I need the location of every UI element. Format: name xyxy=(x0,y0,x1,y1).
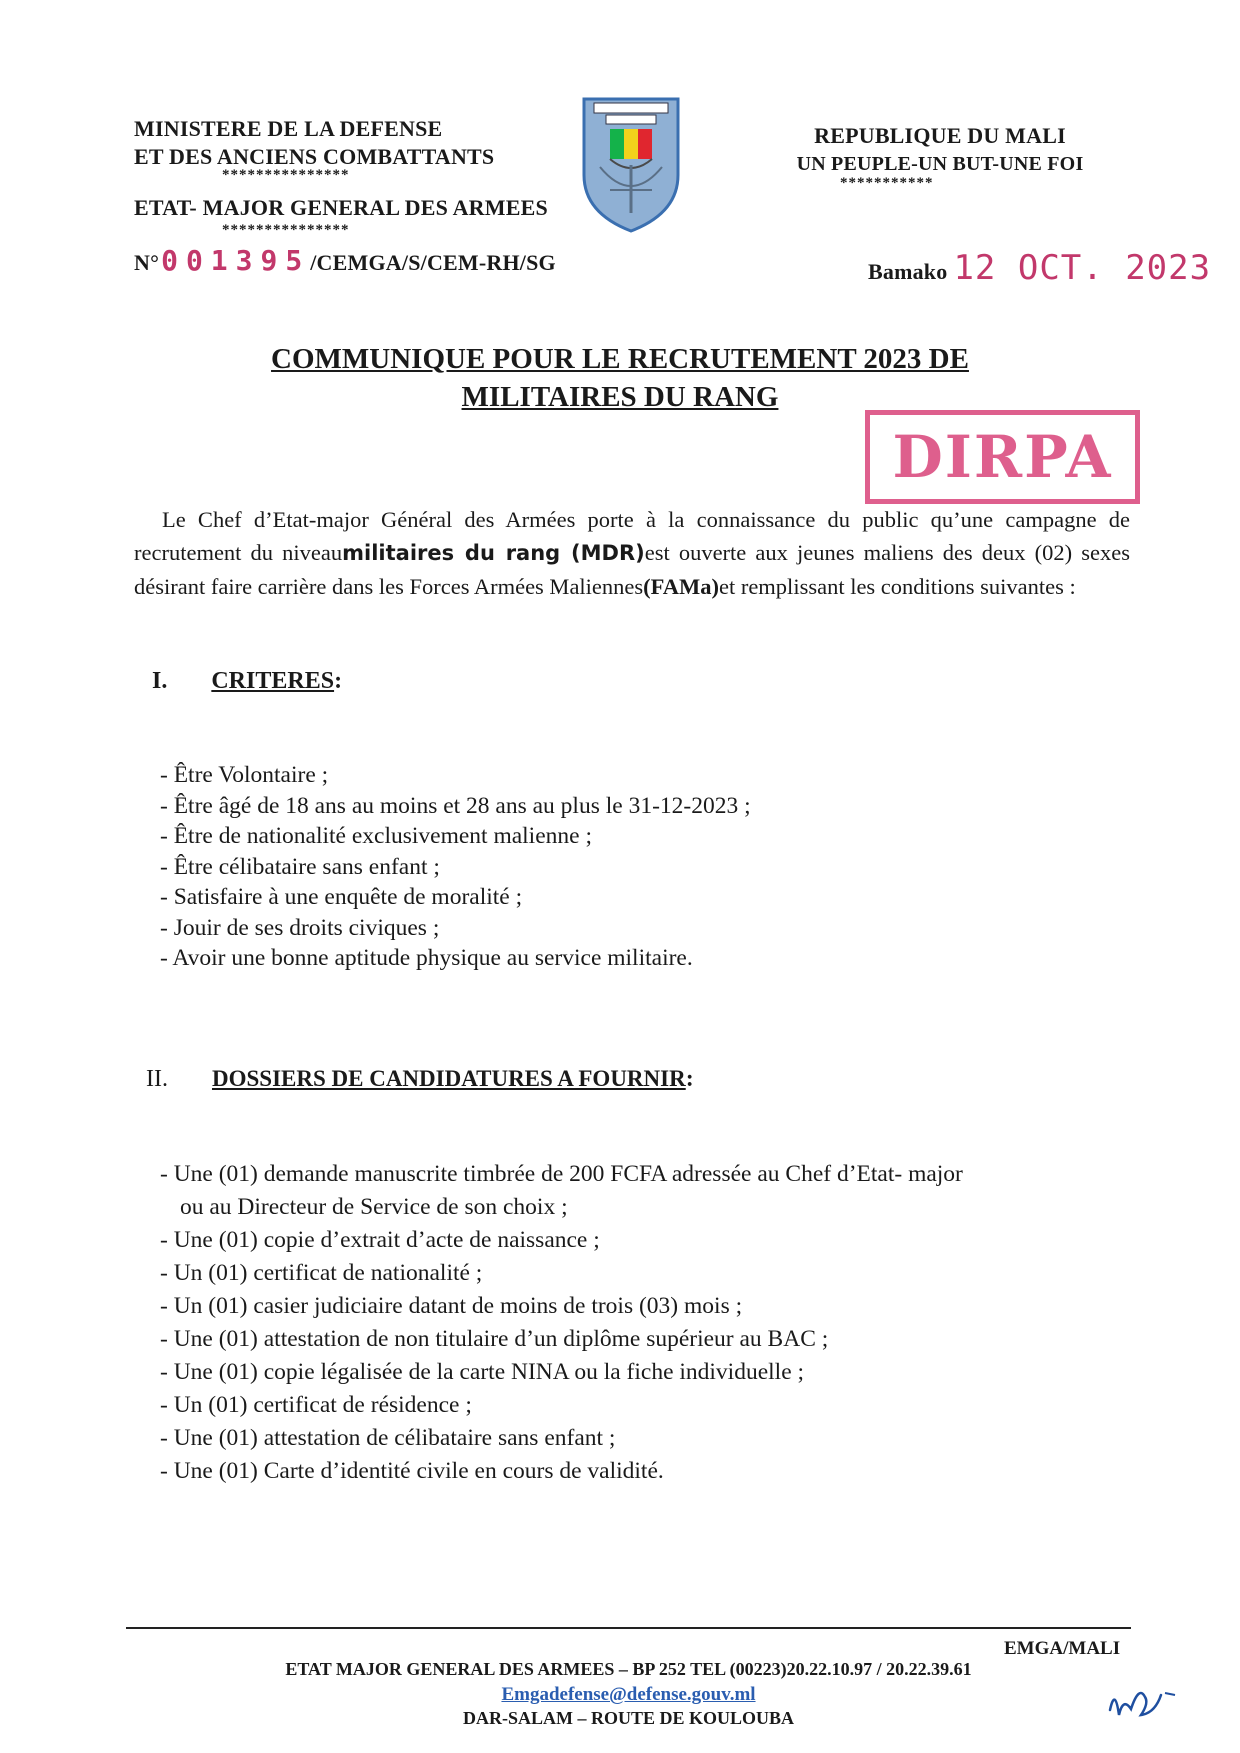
republic-header xyxy=(760,122,1120,178)
document-item: - Une (01) attestation de célibataire sans enfant ; xyxy=(160,1425,616,1451)
armed-forces-emblem xyxy=(580,95,682,235)
footer-address xyxy=(126,1659,1131,1729)
title-line1: COMMUNIQUE POUR LE RECRUTEMENT 2023 DE xyxy=(271,343,969,375)
section-colon: : xyxy=(334,668,343,694)
section-title: DOSSIERS DE CANDIDATURES A FOURNIR xyxy=(211,1066,686,1091)
criteria-item: - Jouir de ses droits civiques ; xyxy=(160,914,440,941)
number-suffix: /CEMGA/S/CEM-RH/SG xyxy=(310,250,556,275)
title-line2: MILITAIRES DU RANG xyxy=(461,381,779,413)
criteria-item: - Être âgé de 18 ans au moins et 28 ans au plus le 31-12-2023 ; xyxy=(160,792,751,819)
ministry-line1: MINISTERE DE LA DEFENSE xyxy=(134,116,443,141)
number-stamp: 001395 xyxy=(161,244,311,277)
republic-motto: UN PEUPLE-UN BUT-UNE FOI xyxy=(796,153,1084,175)
intro-bold-mdr: militaires du rang (MDR) xyxy=(342,541,645,565)
criteria-item: - Satisfaire à une enquête de moralité ; xyxy=(160,884,523,910)
footer-line1: ETAT MAJOR GENERAL DES ARMEES – BP 252 TEL (00223)20.22.10.97 / 20.22.39.61 xyxy=(285,1659,972,1679)
footer-rule xyxy=(126,1627,1131,1629)
document-item: - Une (01) Carte d’identité civile en cours de validité. xyxy=(160,1458,664,1484)
criteria-item: - Être de nationalité exclusivement malienne ; xyxy=(160,823,592,849)
section-title: CRITERES xyxy=(211,668,335,694)
document-item: - Un (01) certificat de nationalité ; xyxy=(160,1260,483,1286)
document-item: - Une (01) attestation de non titulaire d’un diplôme supérieur au BAC ; xyxy=(160,1326,829,1352)
separator-stars: *************** xyxy=(222,222,350,238)
document-item: - Une (01) demande manuscrite timbrée de 200 FCFA adressée au Chef d’Etat- major xyxy=(160,1161,963,1187)
section-number: II. xyxy=(146,1066,168,1092)
ministry-header xyxy=(134,115,654,171)
etat-major-line: ETAT- MAJOR GENERAL DES ARMEES xyxy=(134,195,548,220)
intro-text: et remplissant les conditions suivantes : xyxy=(718,574,1076,599)
handwritten-initials-icon xyxy=(1105,1675,1185,1730)
dirpa-stamp-text: DIRPA xyxy=(892,423,1113,491)
footer-email-link[interactable]: Emgadefense@defense.gouv.ml xyxy=(501,1684,756,1705)
documents-list xyxy=(160,1158,1120,1488)
date-stamp: 12 OCT. 2023 xyxy=(953,248,1212,288)
dirpa-stamp xyxy=(865,410,1140,504)
intro-text: est ouverte aux jeunes maliens des deux (02) sexes désirant faire carrière dans les Forces Armées Maliennes xyxy=(134,540,1130,599)
ministry-line2: ET DES ANCIENS COMBATTANTS xyxy=(134,144,495,169)
document-item: - Une (01) copie d’extrait d’acte de naissance ; xyxy=(160,1227,600,1253)
reference-number xyxy=(134,244,556,280)
document-item: - Un (01) certificat de résidence ; xyxy=(160,1392,472,1418)
separator-stars: *********** xyxy=(840,175,934,191)
page-title xyxy=(180,340,1060,416)
intro-paragraph xyxy=(134,503,1130,603)
document-item: - Un (01) casier judiciaire datant de moins de trois (03) mois ; xyxy=(160,1293,743,1319)
criteria-item: - Être célibataire sans enfant ; xyxy=(160,853,440,880)
intro-bold-fama: (FAMa) xyxy=(643,574,719,599)
emblem-shield-icon xyxy=(580,95,682,235)
place-date xyxy=(868,248,1211,288)
place-label: Bamako xyxy=(868,259,948,284)
criteria-item: - Être Volontaire ; xyxy=(160,762,329,788)
document-item: ou au Directeur de Service de son choix ; xyxy=(180,1194,568,1220)
section-criteres-heading xyxy=(152,668,342,695)
intro-text: Le Chef d’Etat-major Général des Armées porte à la connaissance du public qu’une campagne de recrutement du niveau xyxy=(134,507,1130,565)
criteria-list xyxy=(160,760,1120,974)
section-number: I. xyxy=(152,668,168,694)
section-dossiers-heading xyxy=(146,1066,694,1093)
footer-line3: DAR-SALAM – ROUTE DE KOULOUBA xyxy=(462,1708,795,1728)
number-prefix: N° xyxy=(134,250,160,275)
republic-line1: REPUBLIQUE DU MALI xyxy=(814,123,1066,148)
section-colon: : xyxy=(685,1066,694,1092)
document-item: - Une (01) copie légalisée de la carte NINA ou la fiche individuelle ; xyxy=(160,1359,805,1385)
footer-ref: EMGA/MALI xyxy=(1004,1638,1121,1659)
criteria-item: - Avoir une bonne aptitude physique au service militaire. xyxy=(160,945,693,971)
separator-stars: *************** xyxy=(222,167,350,183)
